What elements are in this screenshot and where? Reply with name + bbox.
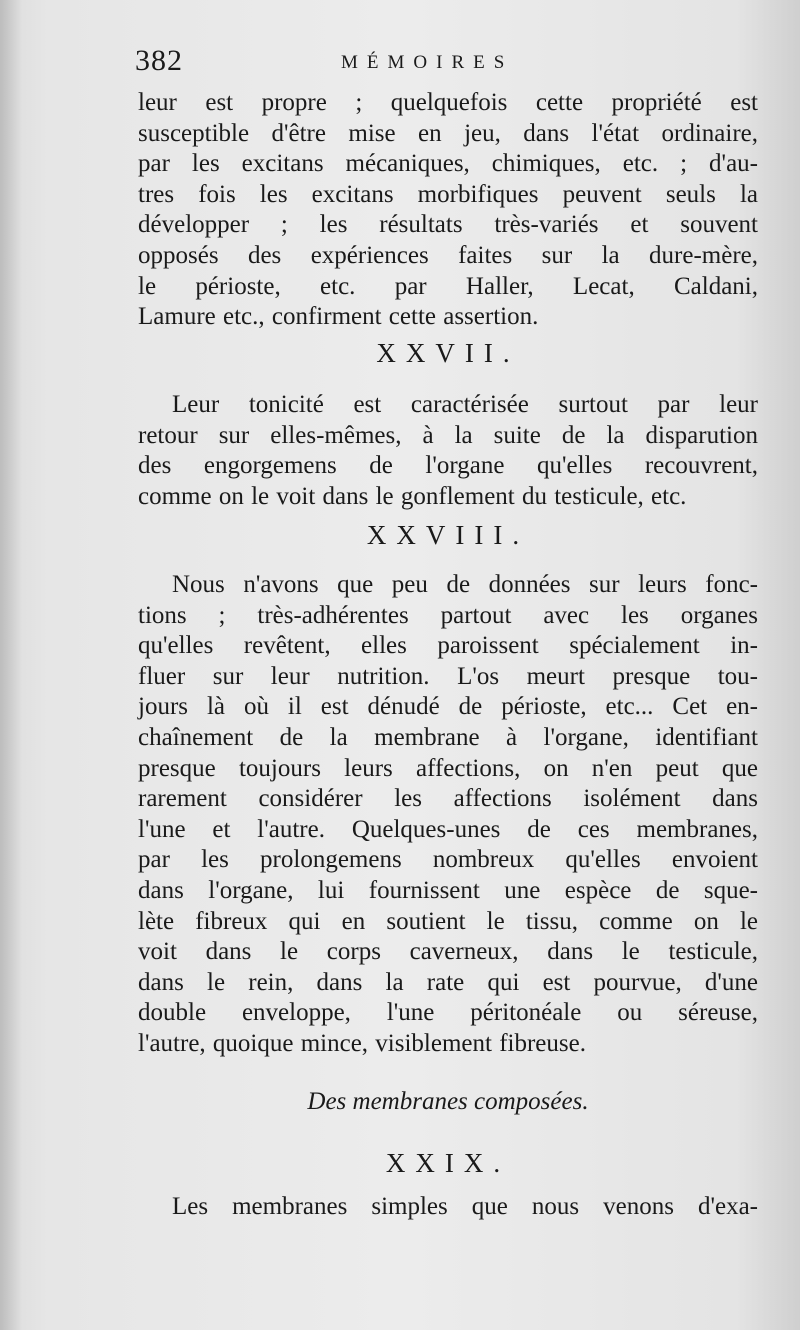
text-line: des engorgemens de l'organe qu'elles recouvrent,	[138, 452, 758, 480]
text-line: par les excitans mécaniques, chimiques, etc. ; d'au-	[138, 150, 758, 178]
text-line: jours là où il est dénudé de périoste, etc... Cet en-	[138, 693, 758, 721]
page-header	[135, 44, 735, 84]
text-line: qu'elles revêtent, elles paroissent spécialement in-	[138, 632, 758, 660]
section-heading-xxix: XXIX.	[385, 1148, 511, 1178]
section-heading-xxviii: XXVIII.	[366, 520, 530, 550]
running-head: MÉMOIRES	[341, 52, 514, 73]
text-line: l'une et l'autre. Quelques-unes de ces membranes,	[138, 815, 758, 843]
paragraph-1	[138, 88, 758, 333]
paragraph-3	[138, 570, 758, 1060]
text-line: leur est propre ; quelquefois cette propriété est	[138, 89, 758, 116]
text-line: Nous n'avons que peu de données sur leurs fonc-	[172, 571, 758, 598]
text-line: lète fibreux qui en soutient le tissu, comme on le	[138, 907, 758, 935]
text-line: fluer sur leur nutrition. L'os meurt presque tou-	[138, 662, 758, 690]
section-heading-xxvii: XXVII.	[376, 338, 520, 368]
text-line: double enveloppe, l'une péritonéale ou séreuse,	[138, 999, 758, 1027]
text-line: susceptible d'être mise en jeu, dans l'état ordinaire,	[138, 119, 758, 147]
text-line: Les membranes simples que nous venons d'exa-	[172, 1193, 758, 1220]
text-line: Leur tonicité est caractérisée surtout par leur	[172, 391, 758, 418]
text-line: dans le rein, dans la rate qui est pourvue, d'une	[138, 968, 758, 996]
paragraph-2	[138, 390, 758, 512]
text-line: retour sur elles-mêmes, à la suite de la disparution	[138, 421, 758, 449]
paragraph-4	[138, 1192, 758, 1223]
text-line: Lamure etc., confirment cette assertion.	[138, 303, 539, 331]
subheading-membranes-composees: Des membranes composées.	[307, 1088, 589, 1115]
text-line: dans l'organe, lui fournissent une espèce de sque-	[138, 876, 758, 904]
page-number: 382	[135, 44, 183, 77]
text-line: comme on le voit dans le gonflement du testicule, etc.	[138, 482, 687, 510]
text-line: tions ; très-adhérentes partout avec les organes	[138, 601, 758, 629]
text-line: rarement considérer les affections isolément dans	[138, 785, 758, 813]
text-line: l'autre, quoique mince, visiblement fibreuse.	[138, 1029, 586, 1057]
text-line: par les prolongemens nombreux qu'elles envoient	[138, 846, 758, 874]
text-line: développer ; les résultats très-variés et souvent	[138, 211, 758, 239]
text-line: chaînement de la membrane à l'organe, identifiant	[138, 723, 758, 751]
text-line: le périoste, etc. par Haller, Lecat, Caldani,	[138, 272, 758, 300]
text-line: presque toujours leurs affections, on n'en peut que	[138, 754, 758, 782]
text-line: opposés des expériences faites sur la dure-mère,	[138, 241, 758, 269]
text-line: voit dans le corps caverneux, dans le testicule,	[138, 938, 758, 966]
page-gutter-shadow	[0, 0, 22, 1330]
text-line: tres fois les excitans morbifiques peuvent seuls la	[138, 180, 758, 208]
